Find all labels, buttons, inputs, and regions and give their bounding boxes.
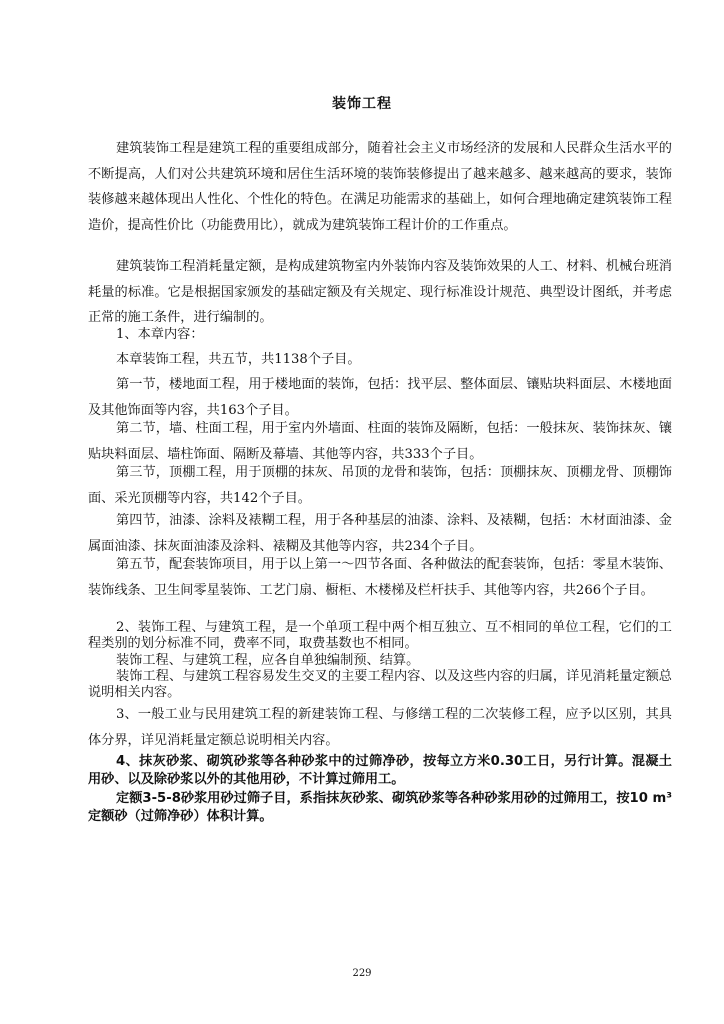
paragraph-note-2b: 装饰工程、与建筑工程，应各自单独编制预、结算。 [116,653,420,668]
paragraph-section-1: 第一节，楼地面工程，用于楼地面的装饰，包括：找平层、整体面层、镶贴块料面层、木楼地面及其他饰面等内容，共163个子目。 [88,377,672,418]
paragraph-note-2c: 装饰工程、与建筑工程容易发生交叉的主要工程内容、以及这些内容的归属，详见消耗量定额总说明相关内容。 [88,669,672,701]
paragraph-note-3: 3、一般工业与民用建筑工程的新建装饰工程、与修缮工程的二次装修工程，应予以区别，其具体分界，详见消耗量定额总说明相关内容。 [88,707,672,748]
paragraph-section-3: 第三节，顶棚工程，用于顶棚的抹灰、吊顶的龙骨和装饰，包括：顶棚抹灰、顶棚龙骨、顶棚饰面、采光顶棚等内容，共142个子目。 [88,465,672,506]
paragraph-section-4: 第四节，油漆、涂料及裱糊工程，用于各种基层的油漆、涂料、及裱糊，包括：木材面油漆、金属面油漆、抹灰面油漆及涂料、裱糊及其他等内容，共234个子目。 [88,513,672,554]
paragraph-section-2: 第二节，墙、柱面工程，用于室内外墙面、柱面的装饰及隔断，包括：一般抹灰、装饰抹灰、镶贴块料面层、墙柱饰面、隔断及幕墙、其他等内容，共333个子目。 [88,421,672,462]
paragraph-chapter-summary: 本章装饰工程，共五节，共1138个子目。 [116,352,361,367]
paragraph-intro: 建筑装饰工程是建筑工程的重要组成部分，随着社会主义市场经济的发展和人民群众生活水平的不断提高，人们对公共建筑环境和居住生活环境的装饰装修提出了越来越多、越来越高的要求，装饰装修越来越体现出人性化、个性化的特色。在满足功能需求的基础上，如何合理地确定建筑装饰工程造价，提高性价比（功能费用比），就成为建筑装饰工程计价的工作重点。 [88,141,672,233]
page-title: 装饰工程 [332,96,392,112]
paragraph-section-heading: 1、本章内容： [116,327,204,342]
paragraph-quota-note-bold: 定额3-5-8砂浆用砂过筛子目，系指抹灰砂浆、砌筑砂浆等各种砂浆用砂的过筛用工，按10 m³定额砂（过筛净砂）体积计算。 [88,791,672,824]
paragraph-note-4-bold: 4、抹灰砂浆、砌筑砂浆等各种砂浆中的过筛净砂，按每立方米0.30工日，另行计算。混凝土用砂、以及除砂浆以外的其他用砂，不计算过筛用工。 [88,754,672,787]
paragraph-section-5: 第五节，配套装饰项目，用于以上第一～四节各面、各种做法的配套装饰，包括：零星木装饰、装饰线条、卫生间零星装饰、工艺门扇、橱柜、木楼梯及栏杆扶手、其他等内容，共266个子目。 [88,557,672,598]
page-number: 229 [352,968,372,979]
paragraph-note-2: 2、装饰工程、与建筑工程，是一个单项工程中两个相互独立、互不相同的单位工程，它们的工程类别的划分标准不同，费率不同，取费基数也不相同。 [88,620,672,652]
paragraph-quota: 建筑装饰工程消耗量定额，是构成建筑物室内外装饰内容及装饰效果的人工、材料、机械台班消耗量的标准。它是根据国家颁发的基础定额及有关规定、现行标准设计规范、典型设计图纸，并考虑正常的施工条件，进行编制的。 [88,259,672,326]
